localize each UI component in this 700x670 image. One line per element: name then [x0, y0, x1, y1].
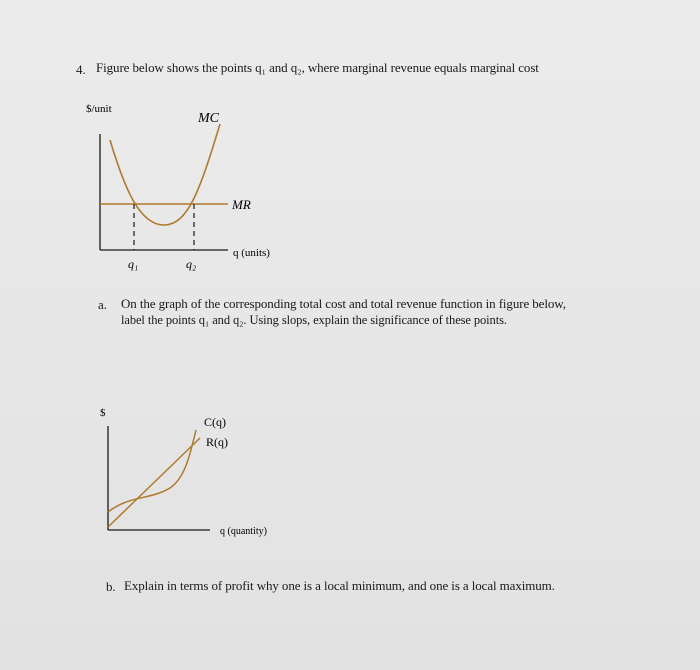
part-a-line1: On the graph of the corresponding total cost and total revenue function in figure below, [121, 296, 566, 311]
q1-label: q₁ [128, 257, 139, 271]
cost-revenue-graph [90, 400, 320, 550]
graph2-y-label: $ [100, 407, 106, 419]
part-b-text: Explain in terms of profit why one is a local minimum, and one is a local maximum. [124, 578, 555, 593]
mc-label: MC [198, 111, 219, 126]
cost-curve [108, 430, 196, 512]
graph2-x-label: q (quantity) [220, 526, 267, 537]
part-b-label: b. [106, 579, 116, 594]
question-text: Figure below shows the points q₁ and q₂, where marginal revenue equals marginal cost [96, 60, 539, 75]
mc-curve [110, 124, 220, 225]
graph1-y-label: $/unit [86, 103, 112, 115]
mr-label: MR [232, 197, 251, 212]
cost-label: C(q) [204, 415, 226, 429]
graph1-x-label: q (units) [233, 247, 270, 259]
part-a-label: a. [98, 297, 107, 312]
q2-label: q₂ [186, 257, 197, 271]
question-number: 4. [76, 62, 86, 77]
revenue-label: R(q) [206, 435, 228, 449]
revenue-curve [108, 438, 200, 527]
mc-mr-graph [80, 100, 320, 280]
part-a-line2: label the points q₁ and q₂. Using slops, explain the significance of these points. [121, 313, 507, 327]
